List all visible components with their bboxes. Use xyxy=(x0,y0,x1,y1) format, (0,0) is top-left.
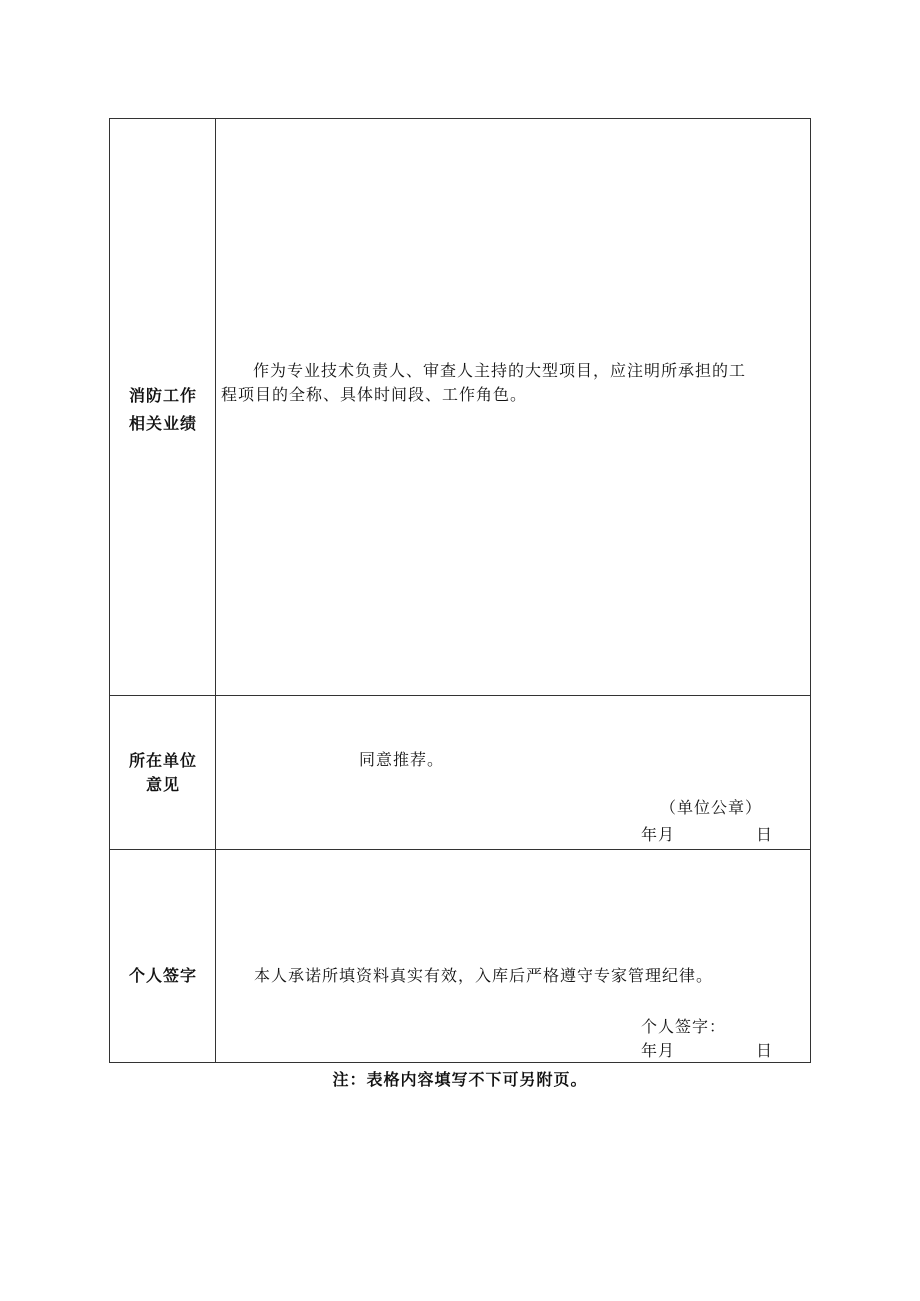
unit-date-day: 日 xyxy=(756,825,774,844)
content-cell-performance[interactable] xyxy=(216,119,810,695)
signature-label: 个人签字： xyxy=(641,1017,727,1036)
footnote: 注：表格内容填写不下可另附页。 xyxy=(332,1070,588,1089)
form-table xyxy=(109,118,811,1063)
content-cell-signature[interactable] xyxy=(216,850,810,1062)
signature-commitment-text: 本人承诺所填资料真实有效，入库后严格遵守专家管理纪律。 xyxy=(254,966,714,985)
unit-seal-label: （单位公章） xyxy=(660,798,763,817)
label-performance-line1: 消防工作 xyxy=(128,386,197,405)
unit-opinion-text: 同意推荐。 xyxy=(359,750,445,769)
content-cell-unit-opinion[interactable] xyxy=(216,696,810,849)
label-signature: 个人签字 xyxy=(128,966,197,985)
row-personal-signature xyxy=(110,850,810,1062)
label-cell-performance xyxy=(110,119,216,695)
performance-instruction-line1: 作为专业技术负责人、审查人主持的大型项目，应注明所承担的工 xyxy=(253,361,747,380)
label-unit-opinion-line1: 所在单位 xyxy=(128,751,197,770)
label-cell-signature xyxy=(110,850,216,1062)
row-unit-opinion xyxy=(110,696,810,850)
label-unit-opinion-line2: 意见 xyxy=(145,775,180,794)
signature-date-year-month: 年月 xyxy=(641,1041,676,1060)
label-performance-line2: 相关业绩 xyxy=(128,414,197,433)
performance-instruction-line2: 程项目的全称、具体时间段、工作角色。 xyxy=(221,385,528,404)
label-cell-unit-opinion xyxy=(110,696,216,849)
signature-date-day: 日 xyxy=(756,1041,774,1060)
row-fire-work-performance xyxy=(110,119,810,696)
unit-date-year-month: 年月 xyxy=(641,825,676,844)
